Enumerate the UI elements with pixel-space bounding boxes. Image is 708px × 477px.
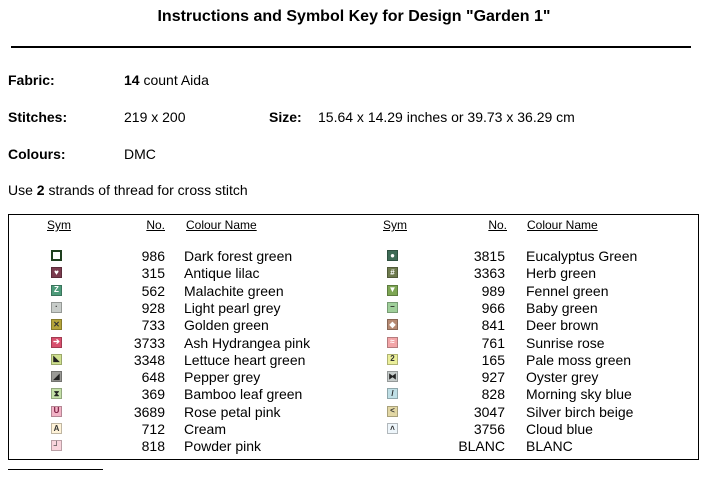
dash-icon: –	[387, 302, 398, 313]
hash-icon: #	[387, 267, 398, 278]
key-row	[0, 283, 708, 300]
triangle-down-icon: ▼	[388, 285, 397, 295]
fabric-label: Fabric:	[8, 72, 55, 88]
colour-number: 3815	[473, 248, 505, 264]
key-row	[0, 404, 708, 421]
right-name-header: Colour Name	[527, 218, 598, 232]
letter-u-icon: U	[51, 406, 62, 417]
colour-number: 841	[481, 317, 505, 334]
fabric-type: count Aida	[139, 72, 209, 88]
fabric-count: 14	[124, 72, 140, 88]
colour-name: Fennel green	[526, 282, 609, 299]
chevron-left-icon: <	[387, 406, 398, 417]
colour-name: Herb green	[526, 265, 597, 282]
arrow-right-icon: ➔	[51, 337, 62, 348]
key-row	[0, 317, 708, 334]
colour-name: Dark forest green	[184, 248, 293, 264]
colour-number: 648	[141, 369, 165, 386]
colour-number: 927	[481, 369, 505, 386]
colour-name: Silver birch beige	[526, 403, 634, 420]
diamond-icon: ◆	[387, 319, 398, 330]
colour-number: 818	[141, 438, 165, 455]
colour-name: Powder pink	[184, 438, 262, 455]
colour-number: 3348	[133, 351, 165, 368]
colours-label: Colours:	[8, 146, 66, 162]
key-row	[0, 438, 708, 455]
colour-number: 928	[141, 299, 165, 316]
left-name-header: Colour Name	[186, 218, 257, 232]
colour-number: 761	[481, 334, 505, 351]
key-row	[0, 248, 708, 265]
key-row	[0, 352, 708, 369]
colour-number: 3047	[473, 403, 505, 420]
key-row	[0, 421, 708, 438]
colour-name: Golden green	[184, 317, 269, 334]
colour-name: Cloud blue	[526, 421, 593, 437]
left-sym-header: Sym	[47, 218, 71, 232]
hourglass-icon: ⧗	[51, 388, 62, 399]
colour-name: Cream	[184, 421, 227, 437]
strands-count: 2	[36, 182, 45, 198]
colours-value: DMC	[124, 146, 156, 162]
colour-name: Malachite green	[184, 282, 284, 299]
colour-number: 733	[141, 317, 165, 334]
colour-number: 966	[481, 299, 505, 316]
colour-number: 562	[141, 282, 165, 299]
colour-name: Morning sky blue	[526, 386, 632, 403]
cross-icon: ✕	[51, 319, 62, 330]
strands-post: strands of thread for cross stitch	[44, 182, 248, 198]
key-row	[0, 265, 708, 282]
colour-number: 828	[481, 386, 505, 403]
colour-number: 315	[141, 265, 165, 282]
number-2-icon: 2	[387, 354, 398, 365]
strands-instruction	[8, 182, 248, 198]
colour-name: Pepper grey	[184, 369, 261, 386]
size-label: Size:	[269, 109, 302, 125]
stitches-label: Stitches:	[8, 109, 68, 125]
blank-icon	[387, 440, 398, 451]
colour-number: 3689	[133, 403, 165, 420]
colour-number: 369	[141, 386, 165, 403]
colour-name: Bamboo leaf green	[184, 386, 303, 403]
right-no-header: No.	[488, 218, 507, 232]
letter-a-icon: A	[51, 423, 62, 434]
colour-name: Deer brown	[526, 317, 599, 334]
key-row	[0, 335, 708, 352]
colour-number: 989	[481, 282, 505, 299]
key-row	[0, 300, 708, 317]
stitches-value: 219 x 200	[124, 109, 186, 125]
colour-name: Oyster grey	[526, 369, 599, 386]
colour-number: 986	[141, 248, 165, 264]
colour-number: 165	[481, 351, 505, 368]
colour-name: Ash Hydrangea pink	[184, 334, 311, 351]
colour-number: BLANC	[458, 438, 505, 455]
fabric-value	[124, 72, 209, 88]
colour-number: 3733	[133, 334, 165, 351]
colour-name: Lettuce heart green	[184, 351, 306, 368]
colour-number: 712	[141, 421, 165, 437]
left-no-header: No.	[146, 218, 165, 232]
dot-icon: ·	[51, 302, 62, 313]
corner-icon: ┘	[51, 440, 62, 451]
size-value: 15.64 x 14.29 inches or 39.73 x 36.29 cm	[318, 109, 575, 125]
letter-z-icon: Z	[51, 285, 62, 296]
title-divider	[11, 46, 691, 48]
page-title: Instructions and Symbol Key for Design "Garden 1"	[157, 8, 551, 25]
triangle-up-right-icon: ◢	[51, 371, 62, 382]
wave-icon: ≈	[387, 337, 398, 348]
footer-line	[8, 469, 103, 470]
key-row	[0, 386, 708, 403]
caret-icon: ˄	[387, 423, 398, 434]
colour-name: Sunrise rose	[526, 334, 605, 351]
circle-icon: ●	[387, 250, 398, 261]
colour-name: Rose petal pink	[184, 403, 281, 420]
colour-number: 3756	[473, 421, 505, 437]
colour-name: BLANC	[526, 438, 573, 455]
bowtie-icon: ⧓	[388, 371, 397, 381]
heart-icon: ♥	[51, 267, 62, 278]
slash-icon: /	[387, 388, 398, 399]
colour-name: Light pearl grey	[184, 299, 281, 316]
colour-name: Pale moss green	[526, 351, 632, 368]
triangle-corner-icon: ◣	[51, 354, 62, 365]
right-sym-header: Sym	[383, 218, 407, 232]
colour-number: 3363	[473, 265, 505, 282]
colour-name: Antique lilac	[184, 265, 260, 282]
key-row	[0, 369, 708, 386]
colour-name: Baby green	[526, 299, 598, 316]
colour-name: Eucalyptus Green	[526, 248, 638, 264]
strands-pre: Use	[8, 182, 37, 198]
